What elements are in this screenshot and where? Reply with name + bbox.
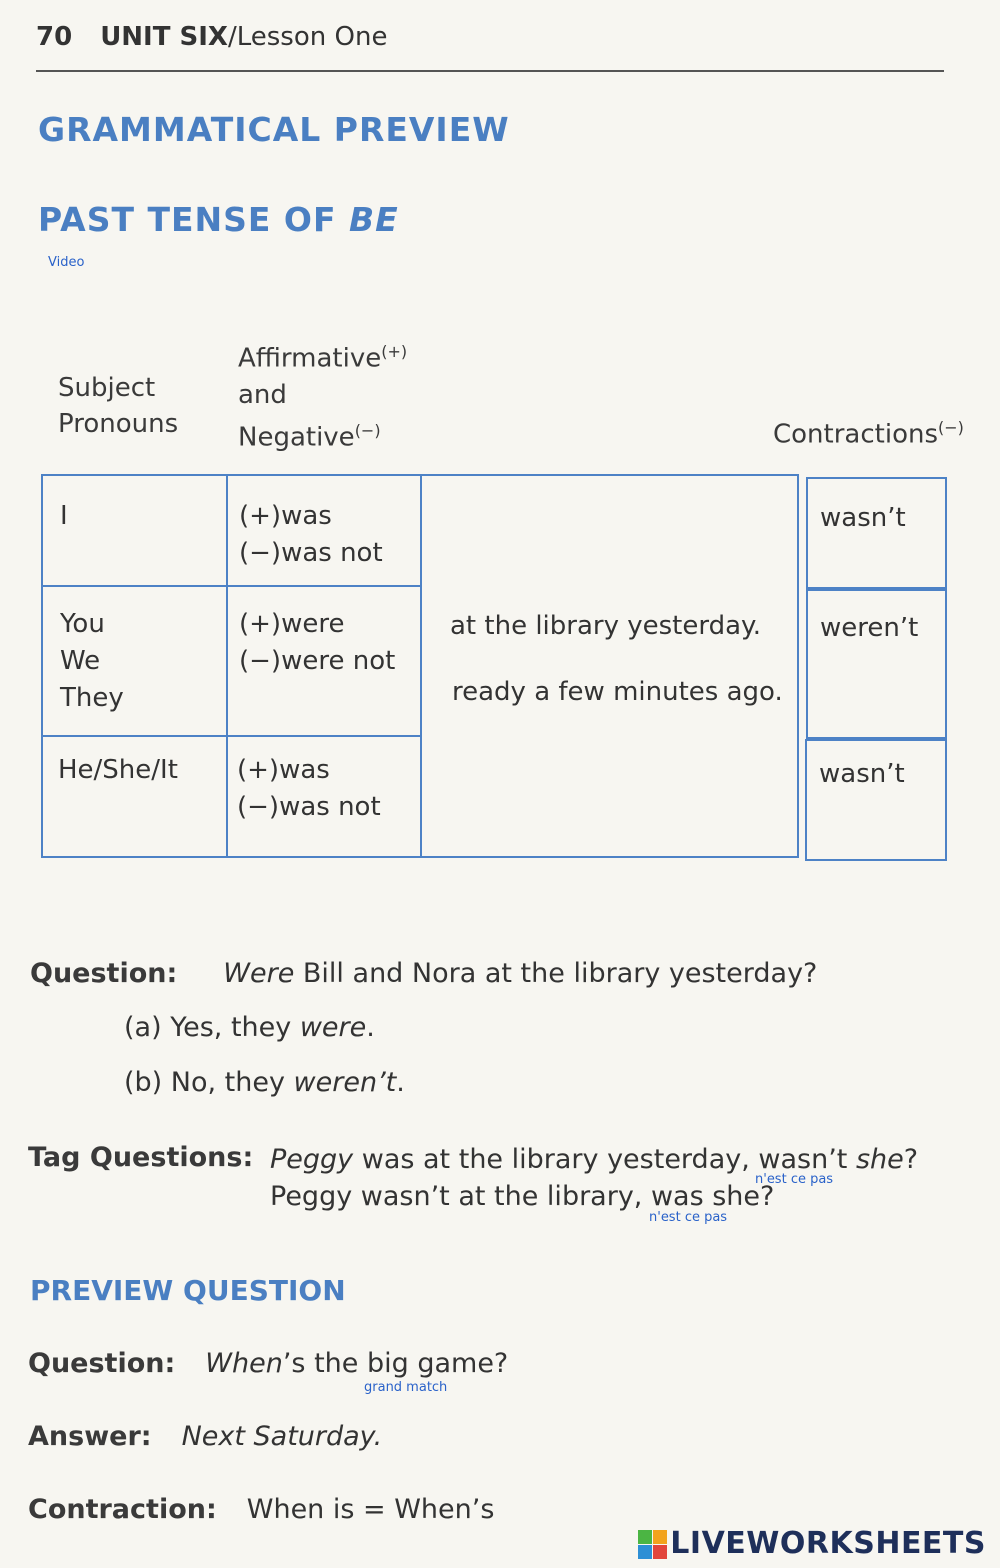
pronoun-i: I (60, 501, 68, 531)
table-row-3-forms (237, 752, 381, 826)
subsection-title-be: BE (349, 200, 399, 239)
tag-she: she (855, 1144, 904, 1175)
table-row-2-pronouns (60, 606, 124, 717)
answer-a-italic: were (299, 1012, 367, 1043)
answer-a-end: . (366, 1012, 375, 1043)
table-row-2-forms (239, 606, 395, 680)
answer-b-end: . (396, 1067, 405, 1098)
header-divider (36, 70, 944, 72)
question-text: Bill and Nora at the library yesterday? (294, 958, 818, 989)
form-affirmative: (+)was (237, 755, 330, 785)
page-header (36, 22, 387, 52)
preview-answer-label: Answer: (28, 1421, 152, 1452)
preview-question-title: PREVIEW QUESTION (30, 1274, 346, 1307)
liveworksheets-logo[interactable] (638, 1526, 986, 1561)
question-label: Question: (30, 958, 178, 989)
affirmative-label: Affirmative (238, 343, 382, 374)
table-row-1-pronoun (60, 498, 68, 535)
gloss-nest-ce-pas-1[interactable]: n'est ce pas (755, 1172, 834, 1187)
tag-question-2: Peggy wasn’t at the library, was she? (270, 1181, 775, 1212)
subsection-title (38, 200, 399, 239)
form-affirmative: (+)was (239, 501, 332, 531)
complement-ready: ready a few minutes ago. (452, 677, 783, 707)
preview-contraction-label: Contraction: (28, 1494, 217, 1525)
subsection-title-text: PAST TENSE OF (38, 200, 350, 239)
form-negative: (−)were not (239, 646, 396, 676)
answer-b-prefix: (b) No, they (124, 1067, 294, 1098)
question-were: Were (223, 958, 295, 989)
contraction-wasnt-1: wasn’t (820, 503, 906, 533)
preview-answer-text: Next Saturday. (181, 1421, 383, 1452)
table-row-1-forms (239, 498, 383, 572)
preview-contraction-line (28, 1494, 494, 1525)
contractions-header (773, 410, 964, 453)
gloss-grand-match[interactable]: grand match (364, 1380, 448, 1395)
tag-peggy: Peggy (270, 1144, 354, 1175)
tag-questions-label: Tag Questions: (28, 1142, 254, 1173)
answer-b (124, 1067, 405, 1098)
form-negative: (−)was not (239, 538, 383, 568)
subject-header-line2: Pronouns (58, 409, 179, 439)
tag-line1-text: was at the library yesterday, wasn’t (353, 1144, 856, 1175)
preview-contraction-text: When is = When’s (246, 1494, 495, 1525)
preview-question-label: Question: (28, 1348, 176, 1379)
form-affirmative: (+)were (239, 609, 345, 639)
preview-question-line (28, 1348, 508, 1379)
preview-question-text: ’s the big game? (282, 1348, 509, 1379)
table-row-3-pronoun (58, 752, 178, 789)
contraction-werent: weren’t (820, 613, 919, 643)
table-divider-col1 (226, 474, 228, 858)
affirmative-sup: (+) (381, 342, 408, 361)
section-title: GRAMMATICAL PREVIEW (38, 110, 510, 149)
answer-b-italic: weren’t (293, 1067, 397, 1098)
answer-a (124, 1012, 375, 1043)
preview-answer-line (28, 1421, 382, 1452)
affirmative-header-line1 (238, 334, 407, 377)
lesson-title: /Lesson One (227, 22, 388, 52)
page-number: 70 (36, 22, 73, 52)
subject-header-line1: Subject (58, 373, 156, 403)
complement-library: at the library yesterday. (450, 611, 761, 641)
liveworksheets-logo-icon (638, 1530, 667, 1559)
gloss-nest-ce-pas-2[interactable]: n'est ce pas (649, 1210, 728, 1225)
contraction-wasnt-2: wasn’t (819, 759, 905, 789)
affirmative-negative-header (238, 334, 407, 455)
affirmative-header-line3 (238, 413, 407, 456)
affirmative-header-line2: and (238, 379, 287, 410)
question-line (30, 958, 817, 989)
pronoun-he-she-it: He/She/It (58, 755, 178, 785)
tag-question-1 (270, 1144, 918, 1175)
answer-a-prefix: (a) Yes, they (124, 1012, 300, 1043)
unit-title: UNIT SIX (100, 22, 228, 52)
table-row-divider-1 (41, 585, 422, 587)
tag-line1-end: ? (903, 1144, 919, 1175)
subject-pronouns-header (58, 370, 178, 442)
pronoun-they: They (60, 683, 124, 713)
table-divider-col2 (420, 474, 422, 858)
contractions-sup: (−) (938, 418, 964, 437)
table-row-divider-2 (41, 735, 422, 737)
negative-sup: (−) (354, 420, 381, 440)
contractions-label: Contractions (773, 419, 939, 450)
pronoun-you: You (60, 609, 105, 639)
preview-when: When (205, 1348, 283, 1379)
negative-label: Negative (238, 422, 355, 453)
video-link[interactable]: Video (48, 255, 85, 270)
form-negative: (−)was not (237, 792, 381, 822)
pronoun-we: We (60, 646, 101, 676)
liveworksheets-logo-text: LIVEWORKSHEETS (670, 1526, 986, 1561)
